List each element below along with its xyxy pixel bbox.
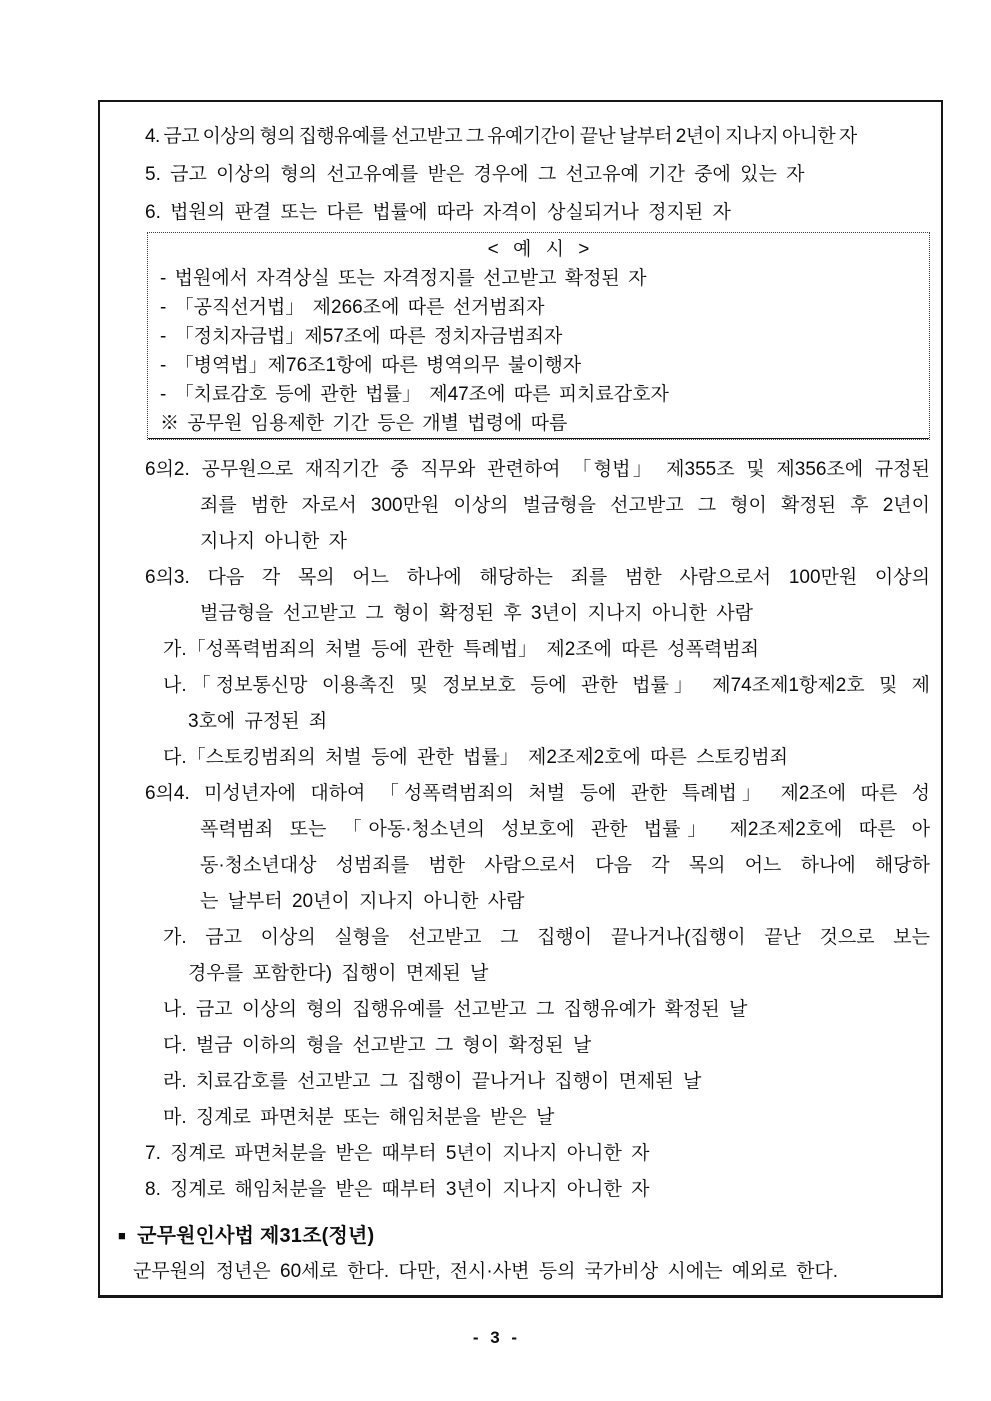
example-item-1: - 법원에서 자격상실 또는 자격정지를 선고받고 확정된 자 (160, 268, 647, 289)
square-bullet-icon: ■ (118, 1228, 127, 1243)
item-6-3-na-line-2: 3호에 규정된 죄 (188, 711, 328, 732)
item-6-4-ga-line-1: 가. 금고 이상의 실형을 선고받고 그 집행이 끝나거나(집행이 끝난 것으로 보는 (163, 927, 930, 948)
example-item-2: - 「공직선거법」 제266조에 따른 선거범죄자 (160, 297, 545, 318)
example-box (147, 232, 930, 440)
item-6-2-line-1: 6의2. 공무원으로 재직기간 중 직무와 관련하여 「형법」 제355조 및 제356조에 규정된 (145, 459, 930, 480)
item-6-4-na: 나. 금고 이상의 형의 집행유예를 선고받고 그 집행유예가 확정된 날 (163, 999, 748, 1020)
item-7: 7. 징계로 파면처분을 받은 때부터 5년이 지나지 아니한 자 (145, 1143, 650, 1164)
item-6-4-line-4: 는 날부터 20년이 지나지 아니한 사람 (200, 891, 525, 912)
item-8: 8. 징계로 해임처분을 받은 때부터 3년이 지나지 아니한 자 (145, 1179, 650, 1200)
item-6-2-line-2: 죄를 범한 자로서 300만원 이상의 벌금형을 선고받고 그 형이 확정된 후 2년이 (200, 495, 930, 516)
item-6-3-ga: 가.「성폭력범죄의 처벌 등에 관한 특례법」 제2조에 따른 성폭력범죄 (163, 639, 760, 660)
example-box-title: < 예 시 > (487, 239, 590, 260)
item-6-4-line-3: 동·청소년대상 성범죄를 범한 사람으로서 다음 각 목의 어느 하나에 해당하 (200, 855, 930, 876)
item-5: 5. 금고 이상의 형의 선고유예를 받은 경우에 그 선고유예 기간 중에 있는 자 (145, 164, 805, 185)
item-6-4-line-1: 6의4. 미성년자에 대하여 「성폭력범죄의 처벌 등에 관한 특례법」 제2조에 따른 성 (145, 783, 930, 804)
disqualification-list (100, 452, 941, 1208)
document-content-box (98, 100, 943, 1298)
statute-body: 군무원의 정년은 60세로 한다. 다만, 전시·사변 등의 국가비상 시에는 예외로 한다. (133, 1261, 839, 1282)
item-6-3-da: 다.「스토킹범죄의 처벌 등에 관한 법률」 제2조제2호에 따른 스토킹범죄 (163, 747, 788, 768)
item-6-4-ma: 마. 징계로 파면처분 또는 해임처분을 받은 날 (163, 1107, 555, 1128)
example-item-3: - 「정치자금법」제57조에 따른 정치자금범죄자 (160, 326, 563, 347)
item-6-3-line-2: 벌금형을 선고받고 그 형이 확정된 후 3년이 지나지 아니한 사람 (200, 603, 753, 624)
item-6-4-ga-line-2: 경우를 포함한다) 집행이 면제된 날 (188, 963, 489, 984)
statute-section (100, 1218, 941, 1289)
item-6-4-line-2: 폭력범죄 또는 「아동·청소년의 성보호에 관한 법률」 제2조제2호에 따른 아 (200, 819, 930, 840)
item-4: 4. 금고 이상의 형의 집행유예를 선고받고 그 유예기간이 끝난 날부터 2년이 지나지 아니한 자 (145, 126, 857, 147)
example-item-5: - 「치료감호 등에 관한 법률」 제47조에 따른 피치료감호자 (160, 384, 669, 405)
item-6-2-line-3: 지나지 아니한 자 (200, 531, 348, 552)
example-item-4: - 「병역법」제76조1항에 따른 병역의무 불이행자 (160, 355, 582, 376)
item-6-3-line-1: 6의3. 다음 각 목의 어느 하나에 해당하는 죄를 범한 사람으로서 100만원 이상의 (145, 567, 930, 588)
item-6-3-na-line-1: 나.「정보통신망 이용촉진 및 정보보호 등에 관한 법률」 제74조제1항제2호 및 제 (163, 675, 930, 696)
statute-title (100, 1218, 941, 1254)
example-note: ※ 공무원 임용제한 기간 등은 개별 법령에 따름 (148, 409, 929, 439)
item-6-4-ra: 라. 치료감호를 선고받고 그 집행이 끝나거나 집행이 면제된 날 (163, 1071, 702, 1092)
statute-title-text: 군무원인사법 제31조(정년) (137, 1225, 375, 1247)
page-number: - 3 - (472, 1328, 519, 1347)
item-6: 6. 법원의 판결 또는 다른 법률에 따라 자격이 상실되거나 정지된 자 (145, 202, 731, 223)
item-6-4-da: 다. 벌금 이하의 형을 선고받고 그 형이 확정된 날 (163, 1035, 592, 1056)
